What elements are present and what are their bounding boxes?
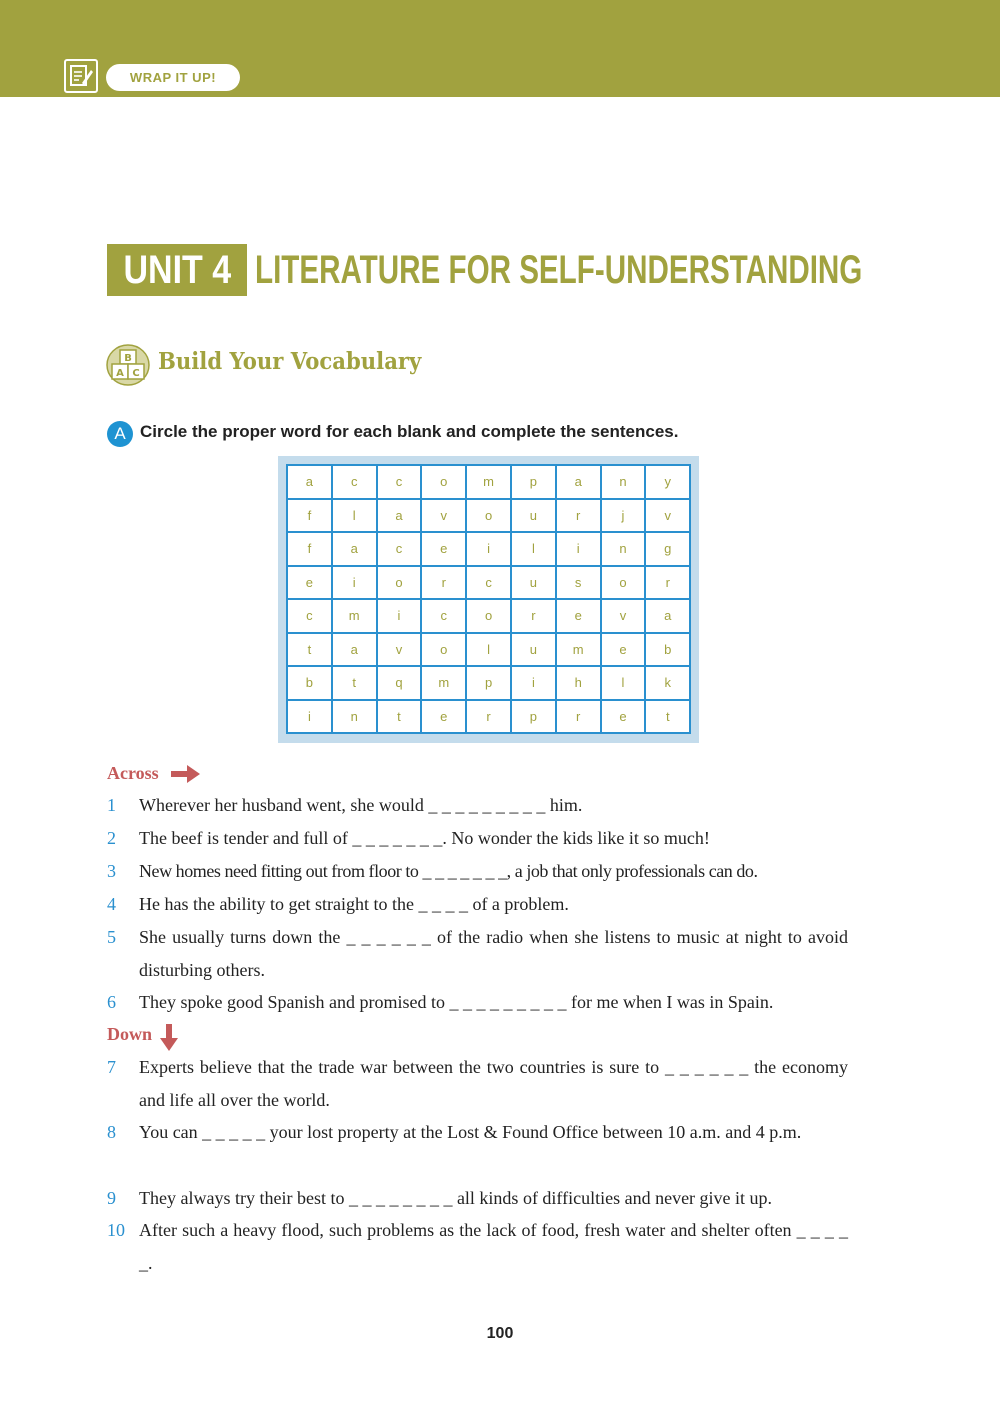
- grid-cell[interactable]: p: [466, 666, 511, 700]
- svg-text:C: C: [132, 368, 140, 379]
- grid-cell[interactable]: a: [287, 465, 332, 499]
- question-number: 2: [107, 828, 116, 848]
- question-number: 1: [107, 795, 116, 815]
- grid-cell[interactable]: t: [377, 700, 422, 734]
- grid-cell[interactable]: y: [645, 465, 690, 499]
- grid-cell[interactable]: v: [421, 499, 466, 533]
- down-label: Down: [107, 1024, 153, 1044]
- grid-cell[interactable]: t: [645, 700, 690, 734]
- question-number: 7: [107, 1057, 116, 1077]
- grid-cell[interactable]: e: [421, 532, 466, 566]
- grid-row: [287, 633, 690, 667]
- grid-cell[interactable]: u: [511, 566, 556, 600]
- grid-cell[interactable]: e: [556, 599, 601, 633]
- question-number: 9: [107, 1188, 116, 1208]
- grid-cell[interactable]: f: [287, 532, 332, 566]
- grid-cell[interactable]: v: [601, 599, 646, 633]
- grid-cell[interactable]: o: [466, 599, 511, 633]
- grid-cell[interactable]: v: [377, 633, 422, 667]
- grid-cell[interactable]: c: [332, 465, 377, 499]
- grid-cell[interactable]: e: [601, 700, 646, 734]
- across-label: Across: [107, 763, 159, 783]
- grid-cell[interactable]: m: [421, 666, 466, 700]
- wrap-it-up-badge: WRAP IT UP!: [106, 64, 240, 91]
- grid-cell[interactable]: r: [556, 499, 601, 533]
- grid-cell[interactable]: n: [332, 700, 377, 734]
- question-number: 3: [107, 861, 116, 881]
- grid-cell[interactable]: o: [377, 566, 422, 600]
- grid-cell[interactable]: l: [511, 532, 556, 566]
- grid-cell[interactable]: a: [377, 499, 422, 533]
- question-text: She usually turns down the _ _ _ _ _ _ of the radio when she listens to music at night to avoid disturbing others.: [139, 927, 848, 980]
- question-text: Experts believe that the trade war between the two countries is sure to _ _ _ _ _ _ the economy and life all over the world.: [139, 1057, 848, 1110]
- grid-cell[interactable]: c: [377, 465, 422, 499]
- grid-cell[interactable]: o: [466, 499, 511, 533]
- grid-cell[interactable]: o: [421, 633, 466, 667]
- svg-text:B: B: [124, 353, 132, 364]
- grid-cell[interactable]: l: [466, 633, 511, 667]
- grid-cell[interactable]: b: [287, 666, 332, 700]
- question-text: Wherever her husband went, she would _ _ _ _ _ _ _ _ _ him.: [139, 795, 583, 815]
- grid-cell[interactable]: r: [556, 700, 601, 734]
- grid-cell[interactable]: o: [421, 465, 466, 499]
- grid-cell[interactable]: o: [601, 566, 646, 600]
- arrow-right-icon: [171, 765, 201, 788]
- grid-cell[interactable]: t: [332, 666, 377, 700]
- grid-cell[interactable]: c: [421, 599, 466, 633]
- grid-cell[interactable]: c: [377, 532, 422, 566]
- svg-text:A: A: [116, 368, 124, 379]
- grid-cell[interactable]: i: [511, 666, 556, 700]
- grid-cell[interactable]: p: [511, 700, 556, 734]
- grid-cell[interactable]: a: [645, 599, 690, 633]
- grid-cell[interactable]: u: [511, 499, 556, 533]
- question-text: They spoke good Spanish and promised to _ _ _ _ _ _ _ _ _ for me when I was in Spain.: [139, 992, 774, 1012]
- grid-cell[interactable]: r: [511, 599, 556, 633]
- grid-cell[interactable]: a: [556, 465, 601, 499]
- page-number: 100: [486, 1325, 514, 1342]
- question-number: 4: [107, 894, 116, 914]
- grid-row: [287, 465, 690, 499]
- grid-cell[interactable]: n: [601, 465, 646, 499]
- grid-cell[interactable]: e: [601, 633, 646, 667]
- exercise-instruction: Circle the proper word for each blank and complete the sentences.: [140, 422, 679, 441]
- grid-cell[interactable]: b: [645, 633, 690, 667]
- grid-cell[interactable]: i: [287, 700, 332, 734]
- question-text: After such a heavy flood, such problems as the lack of food, fresh water and shelter often _ _ _ _ _.: [139, 1220, 848, 1273]
- grid-cell[interactable]: r: [645, 566, 690, 600]
- grid-cell[interactable]: a: [332, 633, 377, 667]
- abc-blocks-icon: [106, 344, 150, 386]
- grid-cell[interactable]: n: [601, 532, 646, 566]
- grid-cell[interactable]: s: [556, 566, 601, 600]
- question-text: They always try their best to _ _ _ _ _ _ _ _ all kinds of difficulties and never give it up.: [139, 1188, 773, 1208]
- grid-row: [287, 532, 690, 566]
- grid-cell[interactable]: f: [287, 499, 332, 533]
- grid-cell[interactable]: c: [287, 599, 332, 633]
- grid-cell[interactable]: r: [466, 700, 511, 734]
- grid-cell[interactable]: i: [332, 566, 377, 600]
- grid-row: [287, 666, 690, 700]
- word-search-grid: [278, 456, 699, 743]
- grid-cell[interactable]: l: [332, 499, 377, 533]
- grid-cell[interactable]: h: [556, 666, 601, 700]
- grid-cell[interactable]: i: [377, 599, 422, 633]
- section-title: Build Your Vocabulary: [158, 348, 422, 375]
- grid-cell[interactable]: i: [556, 532, 601, 566]
- unit-title: LITERATURE FOR SELF-UNDERSTANDING: [255, 248, 863, 292]
- grid-cell[interactable]: u: [511, 633, 556, 667]
- grid-cell[interactable]: k: [645, 666, 690, 700]
- grid-cell[interactable]: j: [601, 499, 646, 533]
- grid-cell[interactable]: g: [645, 532, 690, 566]
- grid-cell[interactable]: m: [466, 465, 511, 499]
- grid-cell[interactable]: e: [287, 566, 332, 600]
- grid-cell[interactable]: q: [377, 666, 422, 700]
- question-text: The beef is tender and full of _ _ _ _ _ _ _. No wonder the kids like it so much!: [139, 828, 710, 848]
- grid-cell[interactable]: t: [287, 633, 332, 667]
- notepad-pencil-icon: [64, 59, 98, 93]
- question-text: You can _ _ _ _ _ your lost property at the Lost & Found Office between 10 a.m. and 4 p.m.: [139, 1122, 802, 1142]
- grid-cell[interactable]: r: [421, 566, 466, 600]
- grid-cell[interactable]: e: [421, 700, 466, 734]
- question-text: He has the ability to get straight to the _ _ _ _ of a problem.: [139, 894, 569, 914]
- grid-cell[interactable]: m: [556, 633, 601, 667]
- grid-row: [287, 599, 690, 633]
- question-number: 10: [107, 1220, 125, 1240]
- grid-cell[interactable]: i: [466, 532, 511, 566]
- grid-row: [287, 499, 690, 533]
- grid-cell[interactable]: m: [332, 599, 377, 633]
- grid-cell[interactable]: v: [645, 499, 690, 533]
- exercise-badge: A: [107, 421, 133, 447]
- grid-row: [287, 700, 690, 734]
- question-text: New homes need fitting out from floor to _ _ _ _ _ _ _, a job that only professionals can do.: [139, 861, 758, 881]
- grid-cell[interactable]: a: [332, 532, 377, 566]
- unit-number-box: [107, 244, 247, 296]
- question-number: 5: [107, 927, 116, 947]
- grid-row: [287, 566, 690, 600]
- word-search-table: [286, 464, 691, 734]
- grid-cell[interactable]: p: [511, 465, 556, 499]
- question-number: 8: [107, 1122, 116, 1142]
- grid-cell[interactable]: l: [601, 666, 646, 700]
- question-number: 6: [107, 992, 116, 1012]
- grid-cell[interactable]: c: [466, 566, 511, 600]
- unit-number-label: UNIT 4: [123, 247, 231, 292]
